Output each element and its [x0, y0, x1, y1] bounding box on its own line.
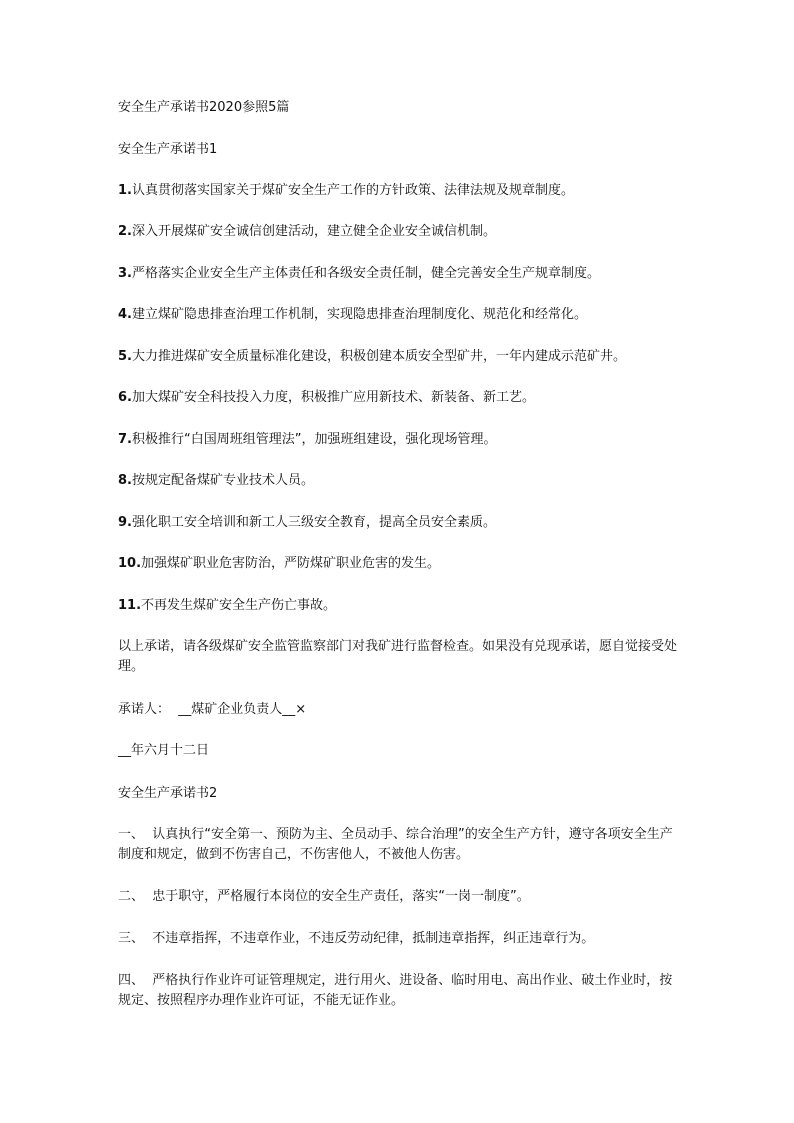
commitment-item: 一、 认真执行“安全第一、预防为主、全员动手、综合治理”的安全生产方针，遵守各项安全生产制度和规定，做到不伤害自己，不伤害他人，不被他人伤害。 — [118, 827, 673, 862]
commitment-item — [118, 181, 678, 201]
commitment-item — [118, 305, 678, 325]
item-text: 大力推进煤矿安全质量标准化建设，积极创建本质安全型矿井，一年内建成示范矿井。 — [131, 349, 626, 364]
item-number: 8. — [118, 473, 132, 488]
commitment-item — [118, 430, 678, 450]
item-number: 10. — [118, 556, 142, 571]
item-number: 3. — [118, 266, 132, 281]
commitment-item — [118, 554, 678, 574]
closing-paragraph: 以上承诺，请各级煤矿安全监管监察部门对我矿进行监督检查。如果没有兑现承诺，愿自觉接受处理。 — [118, 639, 678, 674]
item-text: 按规定配备煤矿专业技术人员。 — [131, 473, 314, 488]
item-text: 不再发生煤矿安全生产伤亡事故。 — [141, 598, 337, 613]
commitment-item — [118, 222, 678, 242]
item-text: 加大煤矿安全科技投入力度，积极推广应用新技术、新装备、新工艺。 — [131, 390, 535, 405]
commitment-item — [118, 596, 678, 616]
item-number: 11. — [118, 598, 142, 613]
commitment-item: 四、 严格执行作业许可证管理规定，进行用火、进设备、临时用电、高出作业、破土作业时，按规定、按照程序办理作业许可证，不能无证作业。 — [118, 973, 673, 1008]
item-number: 6. — [118, 390, 132, 405]
commitment-item — [118, 471, 678, 491]
item-number: 1. — [118, 183, 132, 198]
item-text: 认真贯彻落实国家关于煤矿安全生产工作的方针政策、法律法规及规章制度。 — [131, 183, 574, 198]
section-2-heading: 安全生产承诺书2 — [118, 786, 218, 801]
commitment-item — [118, 513, 678, 533]
item-text: 强化职工安全培训和新工人三级安全教育，提高全员安全素质。 — [131, 515, 496, 530]
item-number: 5. — [118, 349, 132, 364]
section-1-heading: 安全生产承诺书1 — [118, 142, 218, 157]
item-text: 建立煤矿隐患排查治理工作机制，实现隐患排查治理制度化、规范化和经常化。 — [131, 307, 587, 322]
commitment-item — [118, 347, 678, 367]
signer-line: 承诺人： __煤矿企业负责人__× — [118, 702, 307, 717]
item-number: 2. — [118, 224, 132, 239]
item-text: 深入开展煤矿安全诚信创建活动，建立健全企业安全诚信机制。 — [131, 224, 496, 239]
item-number: 7. — [118, 432, 132, 447]
commitment-item: 二、 忠于职守，严格履行本岗位的安全生产责任，落实“一岗一制度”。 — [118, 889, 530, 904]
item-text: 积极推行“白国周班组管理法”，加强班组建设，强化现场管理。 — [131, 432, 497, 447]
date-line: __年六月十二日 — [118, 743, 210, 758]
item-number: 4. — [118, 307, 132, 322]
document-title: 安全生产承诺书2020参照5篇 — [118, 100, 290, 115]
commitment-item: 三、 不违章指挥，不违章作业，不违反劳动纪律，抵制违章指挥，纠正违章行为。 — [118, 931, 595, 946]
item-number: 9. — [118, 515, 132, 530]
item-text: 加强煤矿职业危害防治，严防煤矿职业危害的发生。 — [141, 556, 441, 571]
item-text: 严格落实企业安全生产主体责任和各级安全责任制，健全完善安全生产规章制度。 — [131, 266, 600, 281]
commitment-item — [118, 264, 678, 284]
commitment-item — [118, 388, 678, 408]
